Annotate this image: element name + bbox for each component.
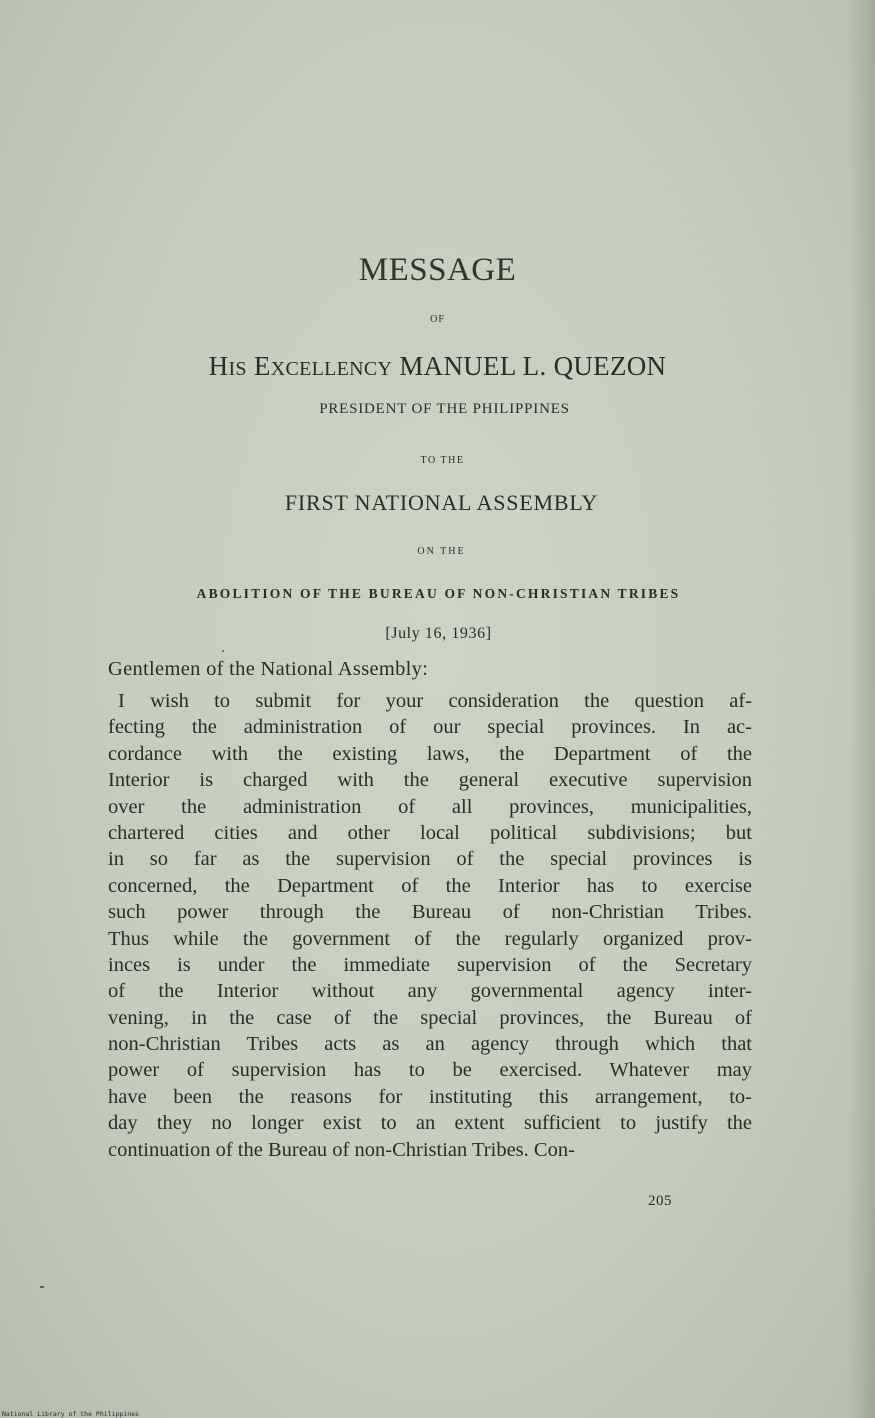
body-line: Thus while the government of the regularly organized prov-	[108, 927, 752, 950]
body-line: fecting the administration of our special provinces. In ac-	[108, 716, 752, 739]
page-edge-shadow	[849, 0, 875, 1418]
body-line: inces is under the immediate supervision of the Secretary	[108, 953, 752, 976]
honorific-excellency-rest: XCELLENCY	[270, 358, 393, 380]
president-name: MANUEL L. QUEZON	[399, 351, 667, 381]
subject-heading: ABOLITION OF THE BUREAU OF NON-CHRISTIAN TRIBES	[196, 586, 681, 601]
body-line: non-Christian Tribes acts as an agency through which that	[108, 1033, 752, 1056]
body-line: of the Interior without any governmental agency inter-	[108, 980, 752, 1003]
page-number: 205	[648, 1193, 672, 1209]
of-line: OF	[430, 314, 445, 325]
body-line: in so far as the supervision of the special provinces is	[108, 848, 752, 871]
library-footer: National Library of the Philippines	[2, 1410, 139, 1418]
body-line: vening, in the case of the special provinces, the Bureau of	[108, 1006, 752, 1029]
body-line: such power through the Bureau of non-Christian Tribes.	[108, 901, 752, 924]
body-line: chartered cities and other local political subdivisions; but	[108, 821, 752, 844]
body-line: power of supervision has to be exercised. Whatever may	[108, 1059, 752, 1082]
honorific-his-initial: H	[208, 351, 229, 381]
honorific-his-rest: IS	[228, 358, 247, 380]
body-line: cordance with the existing laws, the Department of the	[108, 742, 752, 765]
body-paragraph	[108, 688, 752, 1163]
body-line: concerned, the Department of the Interior has to exercise	[108, 874, 752, 897]
salutation: Gentlemen of the National Assembly:	[108, 658, 429, 680]
message-title: MESSAGE	[358, 252, 517, 288]
body-line: Interior is charged with the general executive supervision	[108, 769, 752, 792]
president-title: PRESIDENT OF THE PHILIPPINES	[319, 401, 570, 417]
to-the-line: TO THE	[420, 455, 465, 466]
body-line: over the administration of all provinces, municipalities,	[108, 795, 752, 818]
assembly-heading: FIRST NATIONAL ASSEMBLY	[284, 490, 599, 515]
paper-speck	[222, 650, 224, 652]
honorific-excellency-initial: E	[253, 351, 271, 381]
message-date: [July 16, 1936]	[385, 625, 492, 642]
body-line: day they no longer exist to an extent sufficient to justify the	[108, 1112, 752, 1135]
body-line: continuation of the Bureau of non-Christian Tribes. Con-	[108, 1138, 575, 1161]
on-the-line: ON THE	[417, 546, 466, 557]
body-line: I wish to submit for your consideration the question af-	[118, 690, 752, 712]
body-line: have been the reasons for instituting this arrangement, to-	[108, 1085, 752, 1108]
paper-speck	[40, 1286, 44, 1288]
addressee-line	[0, 351, 875, 382]
